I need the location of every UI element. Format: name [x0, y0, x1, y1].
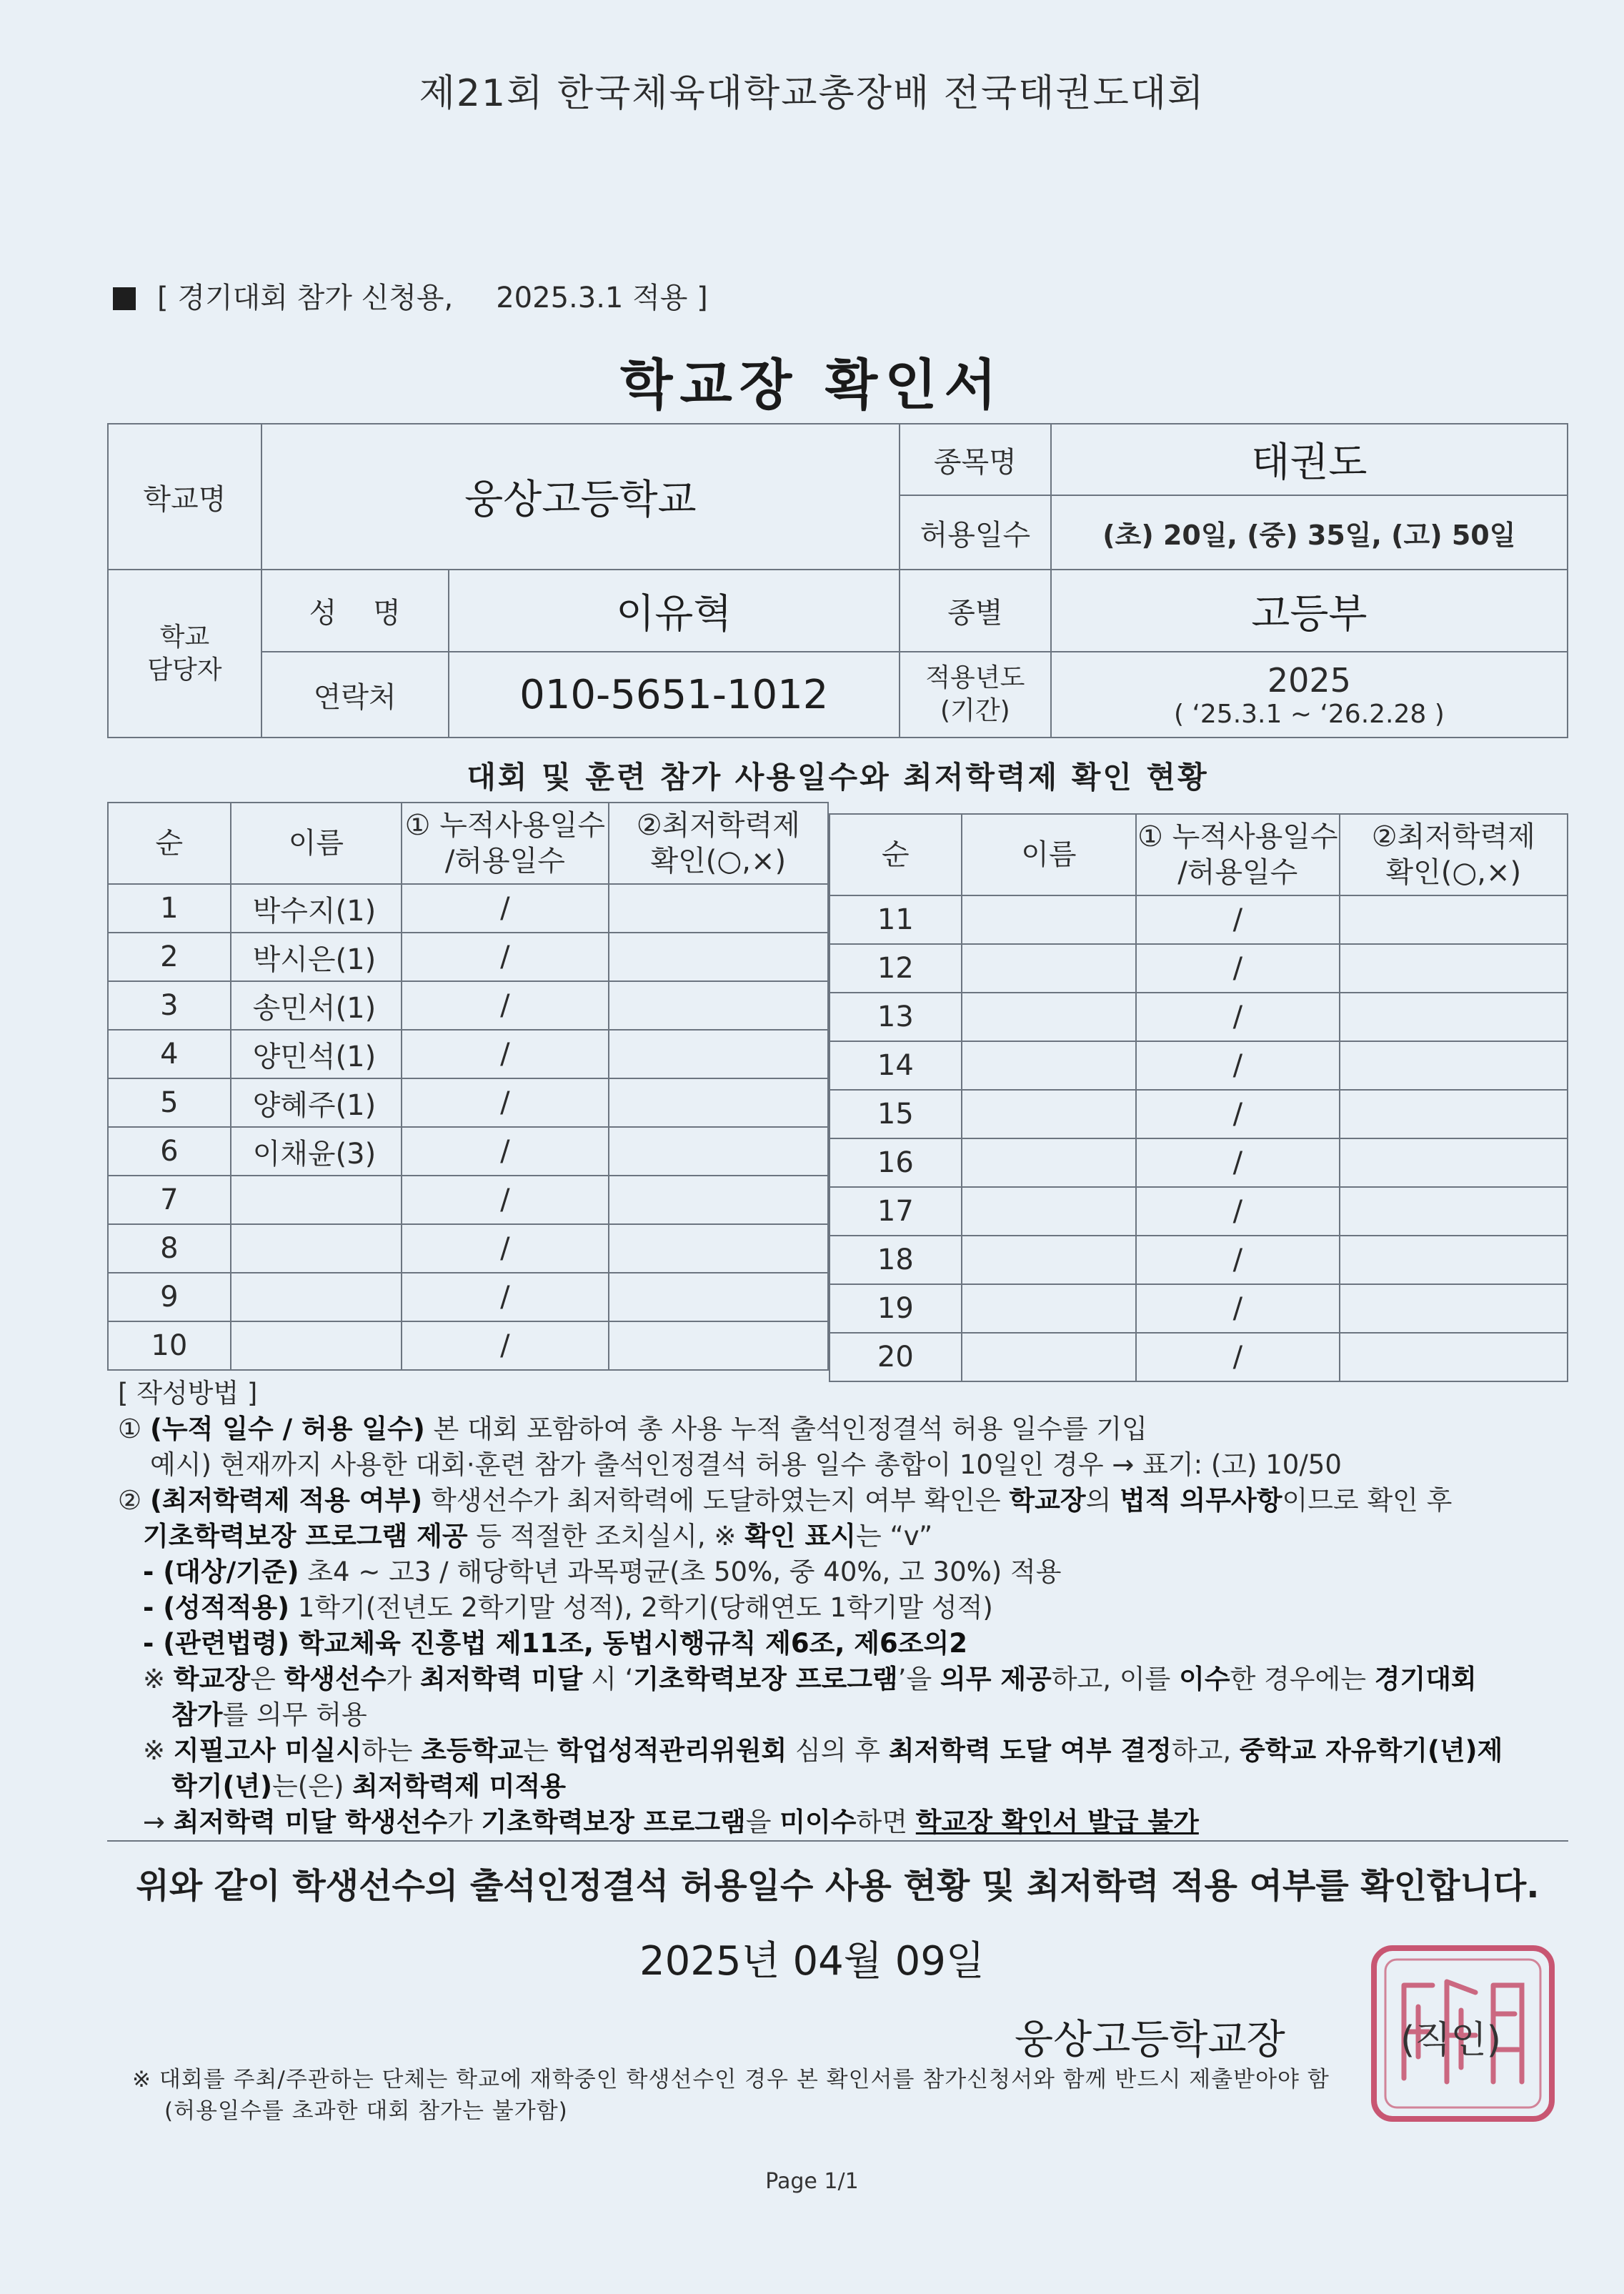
- note-2-cont: [118, 1769, 1568, 1804]
- row-days: /: [1136, 1090, 1339, 1138]
- row-check: [1340, 1090, 1568, 1138]
- note-1: [118, 1662, 1568, 1697]
- row-check: [1340, 1284, 1568, 1333]
- note-1-cont: [118, 1697, 1568, 1733]
- header-check: [609, 803, 828, 884]
- division-label: 종별: [900, 570, 1051, 652]
- row-no: 20: [830, 1333, 962, 1381]
- header-name: 이름: [231, 803, 402, 884]
- form-ref-label: [ 경기대회 참가 신청용,: [157, 282, 454, 314]
- n1n: 경기대회: [1374, 1664, 1477, 1694]
- apply-year-value: 2025: [1267, 660, 1351, 700]
- n1j: 의무 제공: [940, 1664, 1052, 1694]
- n1k: 하고, 이를: [1051, 1664, 1180, 1694]
- row-check: [1340, 944, 1568, 993]
- bold-2h: 확인 표시: [744, 1521, 857, 1551]
- instructions-heading: [ 작성방법 ]: [118, 1378, 258, 1409]
- row-no: 16: [830, 1138, 962, 1187]
- note-2: [118, 1733, 1568, 1769]
- row-days: /: [402, 1127, 608, 1176]
- row-name: 송민서(1): [231, 981, 402, 1030]
- n3c: 가: [447, 1807, 482, 1837]
- n3f: 미이수: [779, 1807, 857, 1837]
- row-name: [962, 1041, 1136, 1090]
- apply-period-value: ( ‘25.3.1 ~ ‘26.2.28 ): [1173, 699, 1445, 729]
- row-check: [1340, 1041, 1568, 1090]
- num-2: ②: [118, 1485, 142, 1516]
- footnote-line-1: ※ 대회를 주최/주관하는 단체는 학교에 재학중인 학생선수인 경우 본 확인서를 참가신청서와 함께 반드시 제출받아야 함: [132, 2067, 1330, 2092]
- row-check: [609, 1176, 828, 1224]
- roster-rows-right: [830, 895, 1568, 1381]
- n1c: 은: [250, 1664, 284, 1694]
- n1o: 참가: [171, 1699, 223, 1730]
- row-name: [962, 1187, 1136, 1236]
- bullet-3-bold: - (관련법령) 학교체육 진흥법 제11조, 동법시행규칙 제6조, 제6조의2: [143, 1628, 967, 1659]
- row-check: [609, 1273, 828, 1321]
- footnote: [132, 2064, 1561, 2127]
- roster-header-row: [108, 803, 828, 884]
- phone-value: 010-5651-1012: [449, 652, 900, 738]
- n2e: 는: [523, 1735, 557, 1766]
- row-days: /: [1136, 1236, 1339, 1284]
- sport-label: 종목명: [900, 424, 1051, 495]
- row-name: [962, 1333, 1136, 1381]
- row-name: [231, 1321, 402, 1370]
- text-2g: 등 적절한 조치실시, ※: [467, 1521, 745, 1551]
- row-days: /: [402, 1030, 608, 1078]
- n2k: 학기(년): [171, 1771, 273, 1802]
- row-days: /: [402, 1176, 608, 1224]
- row-check: [609, 933, 828, 981]
- row-no: 10: [108, 1321, 231, 1370]
- row-no: 8: [108, 1224, 231, 1273]
- person-name-value: 이유혁: [449, 570, 900, 652]
- bold-2d: 법적 의무사항: [1120, 1485, 1282, 1516]
- n2c: 하는: [361, 1735, 422, 1766]
- header-check-line-1: ②최저학력제: [636, 809, 800, 842]
- row-no: 3: [108, 981, 231, 1030]
- row-days: /: [402, 933, 608, 981]
- header-days-line-1: ① 누적사용일수: [1137, 820, 1338, 853]
- table-row: [830, 1333, 1568, 1381]
- bullet-target: [118, 1554, 1568, 1590]
- row-days: /: [402, 981, 608, 1030]
- phone-label: 연락처: [261, 652, 449, 738]
- table-row: [108, 1321, 828, 1370]
- row-no: 18: [830, 1236, 962, 1284]
- row-days: /: [402, 1078, 608, 1127]
- row-name: [962, 944, 1136, 993]
- n1h: 기초학력보장 프로그램: [633, 1664, 898, 1694]
- row-no: 12: [830, 944, 962, 993]
- bullet-law: [118, 1626, 1568, 1662]
- header-no: 순: [830, 814, 962, 895]
- header-check-line-2: 확인(○,×): [650, 845, 787, 878]
- row-no: 1: [108, 884, 231, 933]
- header-check-line-2: 확인(○,×): [1385, 856, 1522, 889]
- row-name: [962, 1284, 1136, 1333]
- num-1: ①: [118, 1414, 142, 1444]
- row-days: /: [1136, 1333, 1339, 1381]
- apply-year-label-line-1: 적용년도: [925, 663, 1025, 692]
- n3d: 기초학력보장 프로그램: [481, 1807, 746, 1837]
- row-days: /: [1136, 944, 1339, 993]
- school-name-label: 학교명: [108, 424, 261, 570]
- n2l: 는(은): [272, 1771, 353, 1802]
- contact-label-line-1: 학교: [159, 622, 210, 652]
- bold-1: (누적 일수 / 허용 일수): [149, 1414, 425, 1444]
- row-days: /: [1136, 1041, 1339, 1090]
- confirmation-statement: 위와 같이 학생선수의 출석인정결석 허용일수 사용 현황 및 최저학력 적용 여부를 확인합니다.: [136, 1866, 1540, 1906]
- table-row: [830, 1138, 1568, 1187]
- header-check-line-1: ②최저학력제: [1371, 820, 1535, 853]
- n1e: 가: [386, 1664, 420, 1694]
- table-row: [830, 1284, 1568, 1333]
- row-name: 양민석(1): [231, 1030, 402, 1078]
- row-days: /: [402, 1273, 608, 1321]
- row-no: 5: [108, 1078, 231, 1127]
- page-number: Page 1/1: [765, 2169, 859, 2194]
- roster-table-left: [107, 802, 829, 1371]
- row-name: [962, 993, 1136, 1041]
- bullet-grade: [118, 1590, 1568, 1626]
- school-info-table: [107, 423, 1568, 738]
- n1m: 한 경우에는: [1230, 1664, 1375, 1694]
- n2i: 하고,: [1171, 1735, 1240, 1766]
- apply-year-label: [900, 652, 1051, 738]
- table-row: [108, 933, 828, 981]
- n2d: 초등학교: [421, 1735, 524, 1766]
- table-row: [108, 1127, 828, 1176]
- row-name: [231, 1224, 402, 1273]
- header-no: 순: [108, 803, 231, 884]
- row-check: [609, 884, 828, 933]
- n1p: 를 의무 허용: [222, 1699, 367, 1730]
- row-check: [1340, 1187, 1568, 1236]
- table-row: [830, 1041, 1568, 1090]
- n2f: 학업성적관리위원회: [557, 1735, 787, 1766]
- header-check: [1340, 814, 1568, 895]
- document-title: 학교장 확인서: [620, 353, 1004, 417]
- row-name: [962, 895, 1136, 944]
- table-row: [830, 1236, 1568, 1284]
- form-ref-date: 2025.3.1 적용 ]: [496, 282, 708, 314]
- text-2c: 의: [1085, 1485, 1120, 1516]
- row-name: 양혜주(1): [231, 1078, 402, 1127]
- header-name: 이름: [962, 814, 1136, 895]
- header-days: [402, 803, 608, 884]
- table-row: [830, 895, 1568, 944]
- contact-label-line-2: 담당자: [147, 655, 222, 685]
- table-row: [108, 1273, 828, 1321]
- n1g: 시 ‘: [582, 1664, 634, 1694]
- row-days: /: [1136, 895, 1339, 944]
- row-check: [1340, 895, 1568, 944]
- n3e: 을: [745, 1807, 780, 1837]
- contact-person-label: [108, 570, 261, 738]
- row-name: [962, 1090, 1136, 1138]
- table-row: [108, 981, 828, 1030]
- n2h: 최저학력 도달 여부 결정: [888, 1735, 1172, 1766]
- note-3: [118, 1804, 1568, 1840]
- bold-2b: 학교장: [1009, 1485, 1086, 1516]
- header-days: [1136, 814, 1339, 895]
- bullet-1-bold: - (대상/기준): [143, 1556, 299, 1587]
- row-check: [609, 1224, 828, 1273]
- section-title: 대회 및 훈련 참가 사용일수와 최저학력제 확인 현황: [467, 760, 1209, 795]
- row-days: /: [402, 1321, 608, 1370]
- row-no: 15: [830, 1090, 962, 1138]
- n1i: ’을: [897, 1664, 940, 1694]
- row-days: /: [402, 1224, 608, 1273]
- n3b: 최저학력 미달 학생선수: [173, 1807, 447, 1837]
- row-no: 14: [830, 1041, 962, 1090]
- row-name: [231, 1176, 402, 1224]
- row-check: [609, 981, 828, 1030]
- bullet-2-bold: - (성적적용): [143, 1592, 290, 1623]
- n2j: 중학교 자유학기(년)제: [1239, 1735, 1503, 1766]
- header-days-line-2: /허용일수: [1177, 856, 1298, 889]
- instruction-1: [118, 1411, 1568, 1447]
- table-row: [830, 993, 1568, 1041]
- square-bullet-icon: [113, 287, 136, 310]
- bold-2f: 기초학력보장 프로그램 제공: [143, 1521, 468, 1551]
- roster-header-row: [830, 814, 1568, 895]
- sport-value: 태권도: [1051, 424, 1568, 495]
- row-check: [1340, 1333, 1568, 1381]
- row-name: [231, 1273, 402, 1321]
- apply-year-value-cell: [1051, 652, 1568, 738]
- bullet-1-text: 초4 ~ 고3 / 해당학년 과목평균(초 50%, 중 40%, 고 30%) 적용: [299, 1556, 1062, 1587]
- allowed-days-label: 허용일수: [900, 495, 1051, 570]
- n2m: 최저학력제 미적용: [352, 1771, 566, 1802]
- n2b: 지필고사 미실시: [173, 1735, 362, 1766]
- table-row: [108, 1176, 828, 1224]
- person-name-label: 성 명: [261, 570, 449, 652]
- row-days: /: [1136, 1187, 1339, 1236]
- row-no: 17: [830, 1187, 962, 1236]
- row-no: 13: [830, 993, 962, 1041]
- row-no: 11: [830, 895, 962, 944]
- table-row: [830, 1090, 1568, 1138]
- n3g: 하면: [856, 1807, 916, 1837]
- instruction-1-example: 예시) 현재까지 사용한 대회·훈련 참가 출석인정결석 허용 일수 총합이 10일인 경우 → 표기: (고) 10/50: [150, 1449, 1342, 1480]
- table-row: [108, 1030, 828, 1078]
- text-2e: 이므로 확인 후: [1282, 1485, 1453, 1516]
- row-check: [1340, 1138, 1568, 1187]
- row-check: [609, 1078, 828, 1127]
- apply-year-label-line-2: (기간): [940, 696, 1010, 725]
- row-days: /: [402, 884, 608, 933]
- school-name-value: 웅상고등학교: [261, 424, 900, 570]
- instruction-2: [118, 1483, 1568, 1519]
- form-reference: [113, 275, 708, 316]
- row-name: [962, 1138, 1136, 1187]
- n3a: →: [143, 1807, 174, 1837]
- text-2i: 는 “v”: [856, 1521, 933, 1551]
- row-no: 4: [108, 1030, 231, 1078]
- row-check: [1340, 993, 1568, 1041]
- bold-2: (최저학력제 적용 여부): [149, 1485, 423, 1516]
- table-row: [830, 1187, 1568, 1236]
- issue-date: 2025년 04월 09일: [639, 1938, 985, 1985]
- row-days: /: [1136, 1284, 1339, 1333]
- footnote-line-2: (허용일수를 초과한 대회 참가는 불가함): [164, 2098, 568, 2124]
- row-no: 19: [830, 1284, 962, 1333]
- text-2a: 학생선수가 최저학력에 도달하였는지 여부 확인은: [422, 1485, 1010, 1516]
- row-check: [609, 1321, 828, 1370]
- instructions: [118, 1376, 1568, 1840]
- n1f: 최저학력 미달: [420, 1664, 583, 1694]
- divider-line: [107, 1840, 1568, 1842]
- row-days: /: [1136, 1138, 1339, 1187]
- n1l: 이수: [1179, 1664, 1230, 1694]
- row-name: [962, 1236, 1136, 1284]
- seal-label: (직인): [1400, 2019, 1502, 2062]
- row-no: 7: [108, 1176, 231, 1224]
- row-name: 이채윤(3): [231, 1127, 402, 1176]
- event-title: 제21회 한국체육대학교총장배 전국태권도대회: [419, 72, 1205, 115]
- roster-table-right: [829, 813, 1568, 1382]
- row-check: [609, 1030, 828, 1078]
- header-days-line-1: ① 누적사용일수: [404, 809, 606, 842]
- table-row: [830, 944, 1568, 993]
- n2g: 심의 후: [787, 1735, 889, 1766]
- row-check: [1340, 1236, 1568, 1284]
- n3h: 학교장 확인서 발급 불가: [915, 1807, 1199, 1837]
- text-1: 본 대회 포함하여 총 사용 누적 출석인정결석 허용 일수를 기입: [424, 1414, 1147, 1444]
- row-name: 박시은(1): [231, 933, 402, 981]
- n1a: ※: [143, 1664, 174, 1694]
- bullet-2-text: 1학기(전년도 2학기말 성적), 2학기(당해연도 1학기말 성적): [289, 1592, 993, 1623]
- n2a: ※: [143, 1735, 174, 1766]
- table-row: [108, 884, 828, 933]
- principal-signature: 웅상고등학교장: [1015, 2017, 1285, 2063]
- allowed-days-value: (초) 20일, (중) 35일, (고) 50일: [1051, 495, 1568, 570]
- row-no: 6: [108, 1127, 231, 1176]
- instruction-2-cont: [118, 1519, 1568, 1554]
- table-row: [108, 1078, 828, 1127]
- n1d: 학생선수: [284, 1664, 387, 1694]
- row-days: /: [1136, 993, 1339, 1041]
- header-days-line-2: /허용일수: [444, 845, 565, 878]
- n1b: 학교장: [173, 1664, 250, 1694]
- row-no: 9: [108, 1273, 231, 1321]
- row-name: 박수지(1): [231, 884, 402, 933]
- division-value: 고등부: [1051, 570, 1568, 652]
- table-row: [108, 1224, 828, 1273]
- row-check: [609, 1127, 828, 1176]
- row-no: 2: [108, 933, 231, 981]
- roster-rows-left: [108, 884, 828, 1370]
